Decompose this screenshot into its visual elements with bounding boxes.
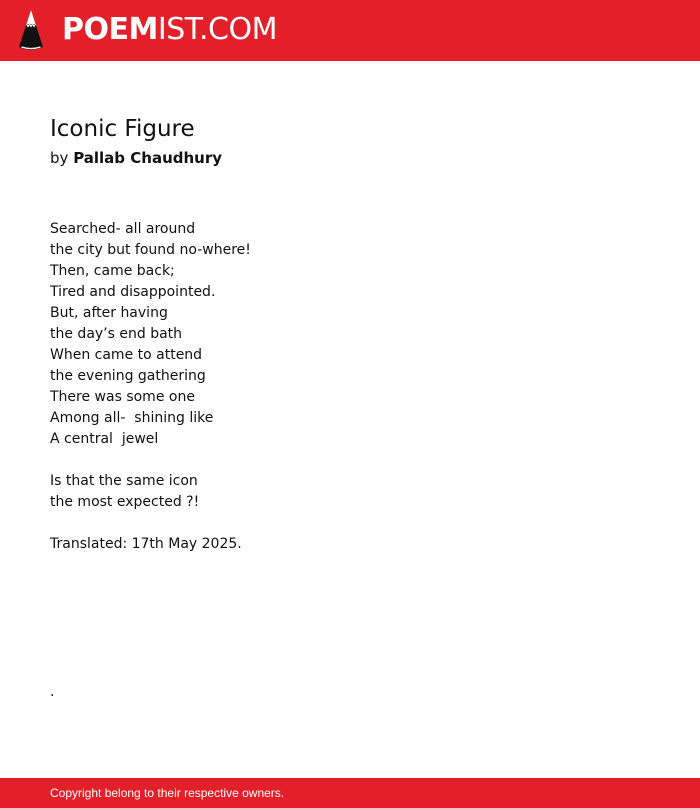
poem-line: Tired and disappointed. [50, 284, 216, 300]
poem-line: the city but found no-where! [50, 242, 251, 258]
poem-body [50, 219, 650, 555]
poem-line: Searched- all around [50, 221, 196, 237]
author-name: Pallab Chaudhury [73, 149, 223, 167]
pencil-tip-icon[interactable] [18, 9, 44, 51]
site-footer [0, 778, 700, 808]
brand-name-light: IST.COM [157, 12, 277, 47]
poem-line: Among all- shining like [50, 410, 214, 426]
poem-line: the most expected ?! [50, 494, 200, 510]
site-logo[interactable] [62, 12, 277, 48]
poem-line: Is that the same icon [50, 473, 198, 489]
poem-line: the evening gathering [50, 368, 206, 384]
poem-line [50, 450, 650, 471]
by-label: by [50, 149, 69, 167]
poem-line: Translated: 17th May 2025. [50, 536, 242, 552]
poem-title: Iconic Figure [50, 116, 195, 142]
byline [50, 149, 222, 167]
poem-line: Then, came back; [50, 263, 175, 279]
poem-end-mark: . [50, 684, 55, 700]
poem-line [50, 513, 650, 534]
poem-line: But, after having [50, 305, 168, 321]
poem-line: When came to attend [50, 347, 203, 363]
site-header [0, 0, 700, 61]
brand-name-bold: POEM [62, 12, 158, 47]
copyright-notice: Copyright belong to their respective owners. [50, 786, 285, 800]
poem-line: the day’s end bath [50, 326, 183, 342]
poem-line: A central jewel [50, 431, 159, 447]
poem-line: There was some one [50, 389, 195, 405]
